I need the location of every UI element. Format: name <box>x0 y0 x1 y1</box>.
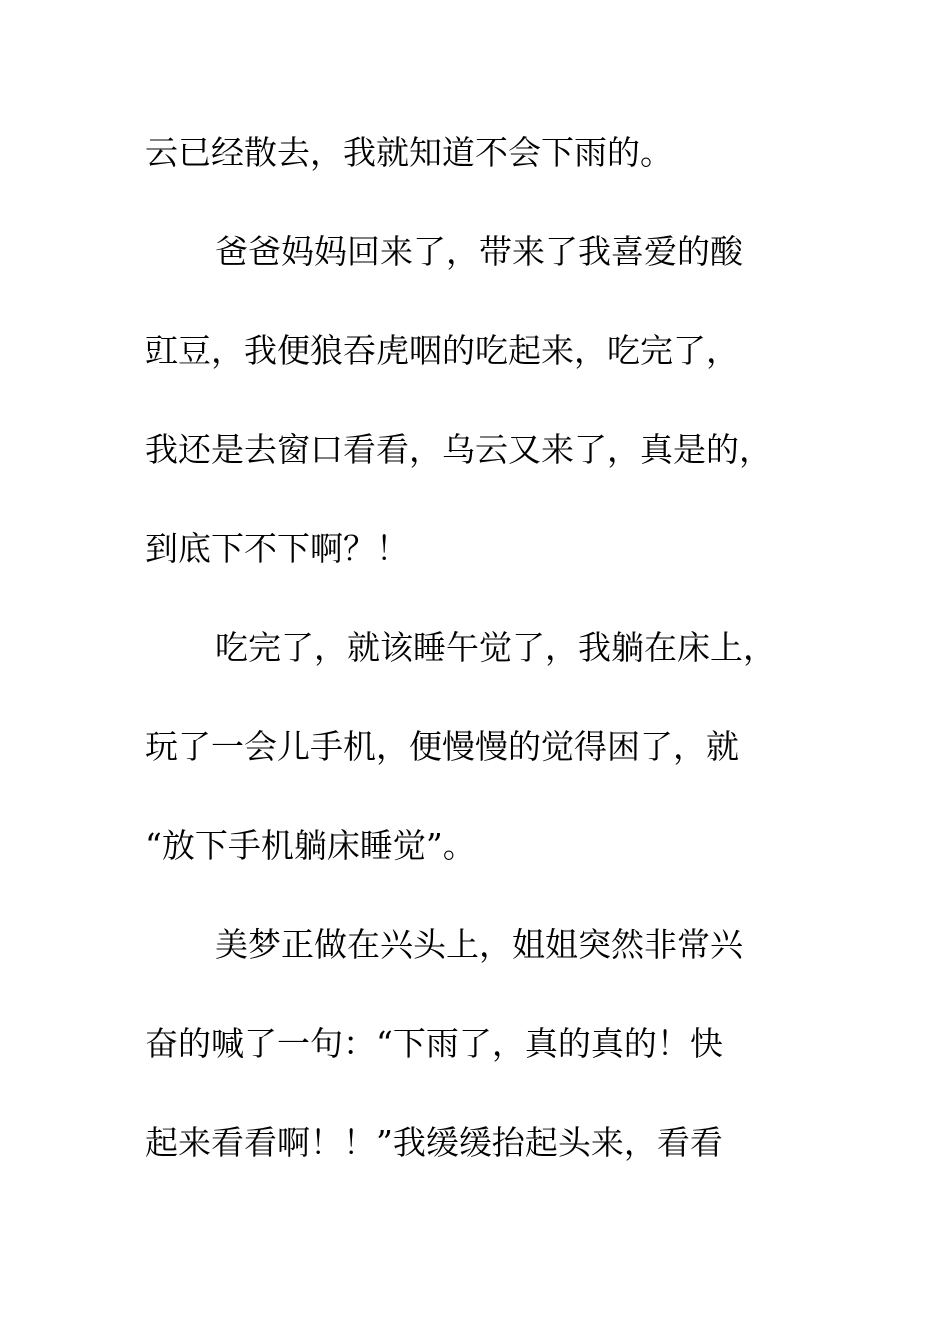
body-text <box>145 121 805 1210</box>
text-line: 玩了一会儿手机，便慢慢的觉得困了，就 <box>145 727 739 766</box>
text-line: 云已经散去，我就知道不会下雨的。 <box>145 133 673 172</box>
text-line: 起来看看啊！！”我缓缓抬起头来，看看 <box>145 1123 723 1162</box>
paragraph-start-line: 吃完了，就该睡午觉了，我躺在床上， <box>215 628 776 667</box>
paragraph-start-line: 爸爸妈妈回来了，带来了我喜爱的酸 <box>215 232 743 271</box>
text-line: 到底下不下啊？！ <box>145 529 409 568</box>
text-line: “放下手机躺床睡觉”。 <box>145 826 476 865</box>
paragraph-start-line: 美梦正做在兴头上，姐姐突然非常兴 <box>215 925 743 964</box>
text-line: 奋的喊了一句：“下雨了，真的真的！快 <box>145 1024 723 1063</box>
text-line: 我还是去窗口看看，乌云又来了，真是的， <box>145 430 772 469</box>
text-line: 豇豆，我便狼吞虎咽的吃起来，吃完了， <box>145 331 739 370</box>
